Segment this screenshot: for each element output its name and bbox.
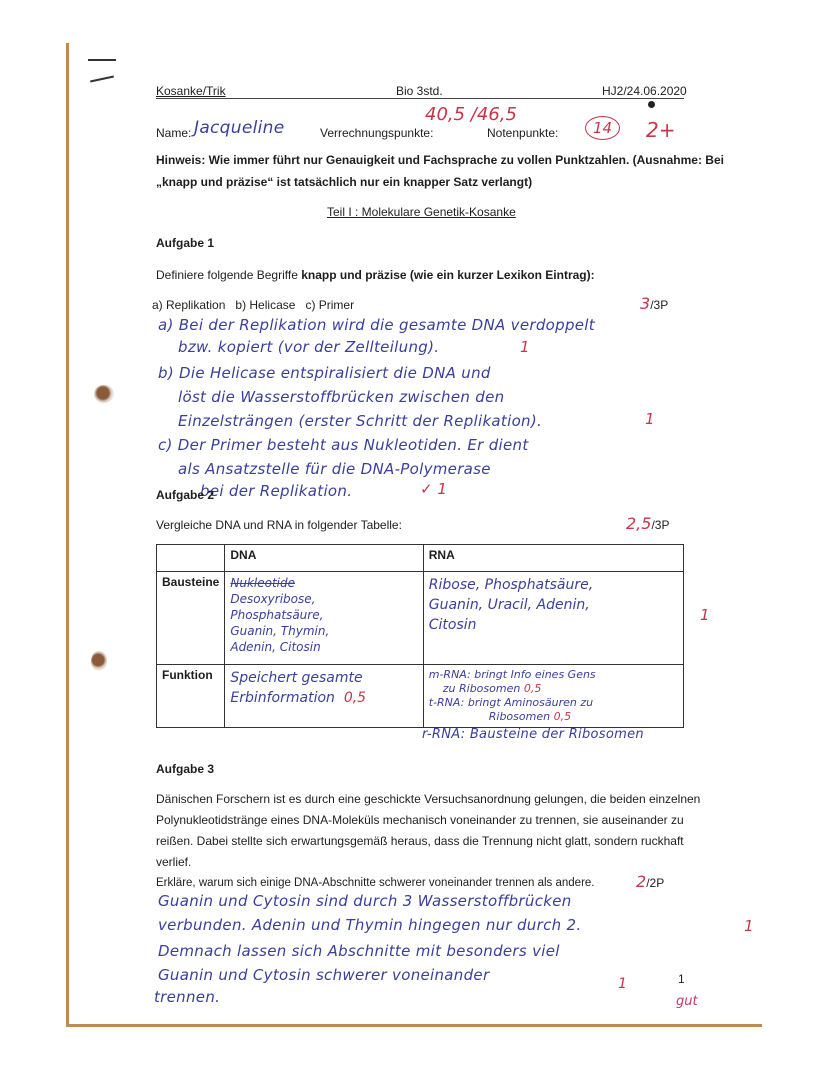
dna-bausteine xyxy=(225,572,423,665)
table-header-dna: DNA xyxy=(225,545,423,572)
answer-line: Einzelsträngen (erster Schritt der Replikation). xyxy=(178,412,543,430)
cell-line: Adenin, Citosin xyxy=(230,640,321,654)
teacher-name: Kosanke/Trik xyxy=(156,84,226,98)
task2-instruction: Vergleiche DNA und RNA in folgender Tabelle: xyxy=(156,518,402,532)
task2-score xyxy=(626,514,669,534)
cell-text: Ribosomen xyxy=(488,710,551,723)
table-header-row xyxy=(157,545,684,572)
answer-line: a) Bei der Replikation wird die gesamte DNA verdoppelt xyxy=(158,316,595,334)
term-helicase: b) Helicase xyxy=(235,298,296,312)
cell-line: Citosin xyxy=(428,617,477,633)
task1-instruction xyxy=(156,268,595,282)
part-title: Teil I : Molekulare Genetik-Kosanke xyxy=(327,205,516,219)
grade-points-label: Notenpunkte: xyxy=(487,126,559,140)
cell-line: Desoxyribose, xyxy=(230,592,316,606)
cell-text: Erbinformation xyxy=(230,690,335,706)
answer-line: verbunden. Adenin und Thymin hingegen nur durch 2. xyxy=(158,916,582,934)
cell-line: Speichert gesamte xyxy=(230,670,363,686)
table-header-rna: RNA xyxy=(423,545,683,572)
cell-line: Guanin, Uracil, Adenin, xyxy=(428,597,590,613)
answer-line: Demnach lassen sich Abschnitte mit besonders viel xyxy=(158,942,560,960)
term-replication: a) Replikation xyxy=(152,298,226,312)
cell-line: Phosphatsäure, xyxy=(230,608,324,622)
mark: 0,5 xyxy=(343,690,367,706)
answer-line: trennen. xyxy=(154,988,221,1006)
task1-instruction-plain: Definiere folgende Begriffe xyxy=(156,268,302,282)
answer-line: c) Der Primer besteht aus Nukleotiden. Er dient xyxy=(158,436,529,454)
answer-line: löst die Wasserstoffbrücken zwischen den xyxy=(178,388,505,406)
cell-line xyxy=(429,682,678,696)
answer-line: bei der Replikation. xyxy=(200,482,353,500)
rna-bausteine xyxy=(423,572,683,665)
mark: 0,5 xyxy=(523,682,542,695)
task3-text-line: reißen. Dabei stellte sich erwartungsgemäß heraus, dass die Trennung nicht glatt, sondern ruckhaft xyxy=(156,834,684,848)
mark: 1 xyxy=(520,338,530,356)
mark: 0,5 xyxy=(553,710,572,723)
task3-score-max: /2P xyxy=(646,876,665,890)
dna-rna-table xyxy=(156,544,684,728)
page-edge-bottom xyxy=(66,1024,762,1027)
task3-text-line: verlief. xyxy=(156,855,192,869)
mark: 1 xyxy=(700,606,710,624)
rna-funktion xyxy=(423,665,683,728)
task3-text-line: Dänischen Forschern ist es durch eine geschickte Versuchsanordnung gelungen, die beiden einzelnen xyxy=(156,792,701,806)
dna-funktion xyxy=(225,665,423,728)
table-row xyxy=(157,572,684,665)
mark: ✓ 1 xyxy=(420,480,447,498)
student-name: Jacqueline xyxy=(194,118,285,138)
cell-line xyxy=(429,710,678,724)
task1-score-max: /3P xyxy=(650,298,669,312)
answer-line: Guanin und Cytosin schwerer voneinander xyxy=(158,966,490,984)
grade-points xyxy=(585,116,620,140)
ink-dot xyxy=(648,101,655,108)
points-label: Verrechnungspunkte: xyxy=(320,126,434,140)
task2-heading: Aufgabe 2 xyxy=(156,488,215,502)
answer-line: Guanin und Cytosin sind durch 3 Wasserstoffbrücken xyxy=(158,892,572,910)
below-table-note: r-RNA: Bausteine der Ribosomen xyxy=(422,727,644,742)
punch-hole xyxy=(91,651,107,671)
page-number: 1 xyxy=(678,972,685,986)
staple-mark xyxy=(88,59,116,61)
cell-line: Ribose, Phosphatsäure, xyxy=(428,577,594,593)
row-label-bausteine: Bausteine xyxy=(157,572,225,665)
task2-score-value: 2,5 xyxy=(626,514,652,533)
cell-line: Guanin, Thymin, xyxy=(230,624,330,638)
grade-note: 2+ xyxy=(646,118,676,142)
task3-heading: Aufgabe 3 xyxy=(156,762,215,776)
course-name: Bio 3std. xyxy=(396,84,443,98)
row-label-funktion: Funktion xyxy=(157,665,225,728)
task3-score xyxy=(636,872,664,892)
mark: 1 xyxy=(645,410,655,428)
answer-line: b) Die Helicase entspiralisiert die DNA und xyxy=(158,364,491,382)
cell-text: zu Ribosomen xyxy=(442,682,521,695)
answer-line: bzw. kopiert (vor der Zellteilung). xyxy=(178,338,440,356)
hint-line-1: Hinweis: Wie immer führt nur Genauigkeit und Fachsprache zu vollen Punktzahlen. (Ausnahme: Bei xyxy=(156,153,724,167)
task1-score-value: 3 xyxy=(640,294,651,313)
task3-question: Erkläre, warum sich einige DNA-Abschnitte schwerer voneinander trennen als andere. xyxy=(156,877,595,889)
task2-score-max: /3P xyxy=(651,518,670,532)
term-date: HJ2/24.06.2020 xyxy=(602,84,687,98)
term-primer: c) Primer xyxy=(305,298,355,312)
cell-line: m-RNA: bringt Info eines Gens xyxy=(428,668,596,681)
hint-line-2: „knapp und präzise“ ist tatsächlich nur ein knapper Satz verlangt) xyxy=(156,175,533,189)
task3-score-value: 2 xyxy=(636,872,647,891)
cell-line: t-RNA: bringt Aminosäuren zu xyxy=(428,696,594,709)
mark: 1 xyxy=(744,917,754,935)
table-header xyxy=(157,545,225,572)
punch-hole xyxy=(94,385,114,403)
page-edge-left xyxy=(66,43,69,1027)
mark: 1 xyxy=(618,976,627,992)
grade-points-value: 14 xyxy=(585,116,620,140)
header-rule xyxy=(156,98,684,99)
table-row xyxy=(157,665,684,728)
teacher-comment: gut xyxy=(676,994,698,1009)
staple-mark xyxy=(90,76,114,83)
task1-instruction-bold: knapp und präzise (wie ein kurzer Lexikon Eintrag): xyxy=(301,268,595,282)
cell-line xyxy=(230,688,417,708)
task1-score xyxy=(640,294,668,314)
points-achieved: 40,5 /46,5 xyxy=(425,104,517,125)
task1-terms xyxy=(152,298,354,312)
name-label: Name: xyxy=(156,126,192,140)
answer-line: als Ansatzstelle für die DNA-Polymerase xyxy=(178,460,491,478)
task3-text-line: Polynukleotidstränge eines DNA-Moleküls mechanisch voneinander zu trennen, sie auseinander zu xyxy=(156,813,684,827)
cell-line: Nukleotide xyxy=(230,576,295,590)
task1-heading: Aufgabe 1 xyxy=(156,236,215,250)
